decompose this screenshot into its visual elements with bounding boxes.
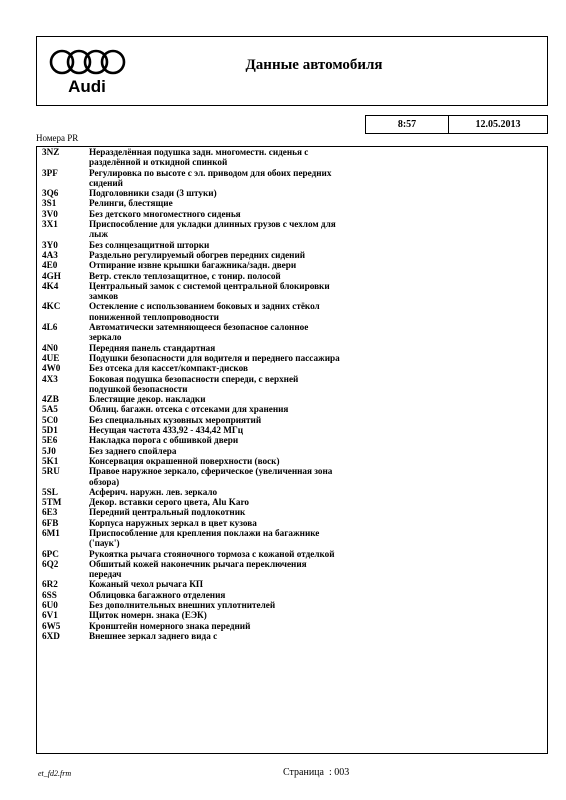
pr-code: 3NZ [42,147,60,157]
pr-code: 3S1 [42,198,57,209]
pr-code: 4W0 [42,363,61,374]
table-row [37,240,547,250]
pr-code: 5C0 [42,414,58,425]
pr-description: Кронштейн номерного знака передний [89,620,251,631]
table-row [37,209,547,219]
table-row [37,353,547,363]
table-row [37,219,547,240]
pr-code: 6XD [42,630,60,641]
pr-code: 4GH [42,270,61,281]
pr-description: Несущая частота 433,92 - 434,42 МГц [89,425,244,436]
pr-description: Центральный замок с системой центральной блокировки замков [89,280,330,302]
pr-code: 6R2 [42,579,58,590]
pr-code: 5K1 [42,455,59,466]
table-row [37,198,547,208]
pr-code: 6PC [42,548,59,559]
pr-code: 4E0 [42,260,58,271]
header-box [36,36,548,106]
table-row [37,579,547,589]
pr-code: 4L6 [42,322,58,333]
table-row [37,507,547,517]
pr-description: Неразделённая подушка задн. многоместн. сиденья с разделённой и откидной спинкой [89,147,309,168]
pr-description: Отпирание извне крышки багажника/задн. двери [89,260,297,271]
table-row [37,301,547,322]
pr-description: Ветр. стекло теплозащитное, с тонир. полосой [89,270,281,281]
pr-code: 4N0 [42,342,58,353]
page-number-value: : 003 [328,767,350,778]
pr-code: 4KC [42,301,61,312]
pr-code: 5A5 [42,404,58,415]
pr-code: 6FB [42,517,59,528]
pr-description: Без дополнительных внешних уплотнителей [89,600,276,611]
table-row [37,281,547,302]
table-row [37,446,547,456]
pr-description: Без солнцезащитной шторки [89,239,210,250]
pr-description: Подушки безопасности для водителя и переднего пассажира [89,352,340,363]
pr-description: Остекление с использованием боковых и задних стёкол пониженной теплопроводности [89,301,320,322]
pr-code: 3X1 [42,219,58,230]
pr-description: Раздельно регулируемый обогрев передних сидений [89,249,306,260]
pr-description: Релинги, блестящие [89,198,173,209]
pr-description: Корпуса наружных зеркал в цвет кузова [89,517,257,528]
pr-description: Без отсека для кассет/компакт-дисков [89,363,248,374]
table-row [37,466,547,487]
table-row [37,549,547,559]
pr-code: 4K4 [42,280,59,291]
pr-description: Облиц. багажн. отсека с отсеками для хранения [89,404,289,415]
table-row [37,404,547,414]
pr-code: 6W5 [42,620,61,631]
pr-description: Подголовники сзади (3 штуки) [89,188,217,199]
pr-description: Правое наружное зеркало, сферическое (увеличенная зона обзора) [89,466,333,487]
table-row [37,559,547,580]
pr-code: 3V0 [42,208,58,219]
table-row [37,435,547,445]
pr-code: 5D1 [42,425,58,436]
pr-numbers-label: Номера PR [36,133,79,143]
brand-wordmark: Audi [68,77,106,96]
form-name: et_fd2.frm [38,769,72,778]
table-row [37,631,547,641]
table-row [37,415,547,425]
pr-description: Накладка порога с обшивкой двери [89,435,239,446]
table-row [37,147,547,168]
table-row [37,322,547,343]
pr-code: 4A3 [42,249,58,260]
pr-description: Боковая подушка безопасности спереди, с верхней подушкой безопасности [89,373,299,394]
page-title: Данные автомобиля [245,57,383,73]
pr-code: 6V1 [42,610,58,621]
pr-code: 5RU [42,466,60,477]
pr-code: 6Q2 [42,558,59,569]
pr-description: Кожаный чехол рычага КП [89,579,204,590]
pr-description: Щиток номерн. знака (ЕЭК) [89,610,207,621]
pr-description: Автоматически затемняющееся безопасное салонное зеркало [89,322,309,343]
pr-code: 3Y0 [42,239,58,250]
pr-code: 3Q6 [42,188,59,199]
time-date-box [365,115,548,134]
table-row [37,260,547,270]
pr-description: Асферич. наружн. лев. зеркало [89,486,218,497]
pr-description: Консервация окрашенной поверхности (воск) [89,455,280,466]
table-row [37,621,547,631]
table-row [37,425,547,435]
pr-code: 4UE [42,352,60,363]
pr-table [36,146,548,754]
pr-code: 5SL [42,486,58,497]
pr-code: 4ZB [42,394,59,405]
page-number [283,767,349,778]
page-label: Страница [283,767,324,778]
table-row [37,610,547,620]
table-row [37,363,547,373]
table-row [37,343,547,353]
table-row [37,528,547,549]
pr-description: Без специальных кузовных мероприятий [89,414,262,425]
pr-description: Приспособление для крепления поклажи на багажнике ('паук') [89,527,320,549]
pr-code: 6E3 [42,507,58,518]
pr-code: 6U0 [42,600,58,611]
table-row [37,394,547,404]
table-row [37,487,547,497]
pr-code: 5TM [42,497,62,508]
pr-code: 3PF [42,167,58,178]
pr-code: 6M1 [42,527,60,538]
pr-description: Приспособление для укладки длинных грузов с чехлом для лыж [89,219,336,240]
table-row [37,497,547,507]
pr-description: Регулировка по высоте с эл. приводом для обоих передних сидений [89,167,332,188]
pr-description: Без заднего спойлера [89,445,177,456]
pr-code: 6SS [42,589,57,600]
pr-description: Передний центральный подлокотник [89,507,246,518]
pr-code: 5J0 [42,445,56,456]
table-row [37,374,547,395]
pr-description: Блестящие декор. накладки [89,394,206,405]
time-value: 8:57 [366,116,449,133]
pr-description: Передняя панель стандартная [89,342,216,353]
date-value: 12.05.2013 [475,119,521,130]
table-row [37,188,547,198]
pr-description: Внешнее зеркал заднего вида с [89,630,218,641]
table-row [37,168,547,189]
table-row [37,271,547,281]
pr-description: Рукоятка рычага стояночного тормоза с кожаной отделкой [89,548,335,559]
pr-code: 5E6 [42,435,58,446]
table-row [37,590,547,600]
pr-description: Декор. вставки серого цвета, Alu Karo [89,497,249,508]
table-row [37,250,547,260]
pr-description: Без детского многоместного сиденья [89,208,241,219]
table-row [37,456,547,466]
table-row [37,518,547,528]
pr-description: Облицовка багажного отделения [89,589,226,600]
table-row [37,600,547,610]
pr-code: 4X3 [42,373,58,384]
pr-description: Обшитый кожей наконечник рычага переключения передач [89,558,307,580]
